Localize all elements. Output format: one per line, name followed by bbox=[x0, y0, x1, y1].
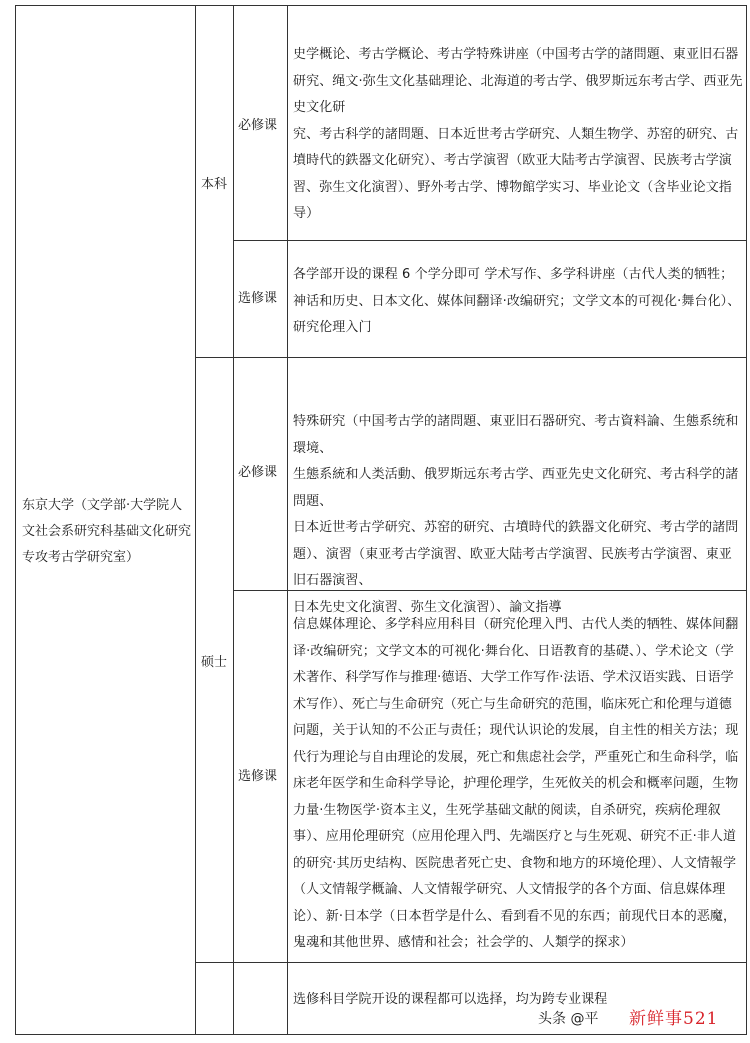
course-paragraph: 生態系統和人类活動、俄罗斯远东考古学、西亚先史文化研究、考古科学的諸問題、 bbox=[293, 467, 739, 509]
row-divider-2 bbox=[195, 357, 747, 358]
undergrad-required-courses bbox=[293, 42, 743, 228]
source-watermark: 头条 @平 bbox=[538, 1011, 599, 1027]
course-paragraph: 史学概论、考古学概论、考古学特殊讲座（中国考古学的諸問題、東亚旧石器研究、绳文·弥生文化基础理论、北海道的考古学、俄罗斯远东考古学、西亚先史文化研 bbox=[293, 47, 743, 115]
table-border-col1 bbox=[195, 5, 196, 1035]
master-elective-courses bbox=[293, 612, 743, 957]
level-undergrad: 本科 bbox=[201, 177, 228, 192]
level-master: 硕士 bbox=[201, 655, 228, 670]
row-divider-4 bbox=[195, 962, 747, 963]
type-master-elective: 选修课 bbox=[238, 769, 278, 784]
row-divider-1 bbox=[233, 240, 747, 241]
table-border-bottom bbox=[15, 1034, 747, 1035]
undergrad-elective-courses bbox=[293, 262, 743, 342]
course-paragraph: 究、考古科学的諸問題、日本近世考古学研究、人類生物学、苏窑的研究、古墳時代的鉄器文化研究）、考古学演習（欧亚大陆考古学演習、民族考古学演習、弥生文化演習）、野外考古学、博物館学实习、毕业论文（含毕业论文指导） bbox=[293, 126, 739, 221]
course-paragraph: 各学部开设的课程 6 个学分即可 学术写作、多学科讲座（古代人类的牺牲；神话和历史、日本文化、媒体间翻译·改编研究；文学文本的可视化·舞台化）、研究伦理入门 bbox=[293, 267, 741, 335]
course-paragraph: 选修科目学院开设的课程都可以选择，均为跨专业课程 bbox=[293, 992, 608, 1007]
school-name: 东京大学（文学部·大学院人文社会系研究科基础文化研究专攻考古学研究室） bbox=[22, 498, 192, 565]
table-border-col3 bbox=[287, 5, 288, 1035]
brand-watermark: 新鲜事521 bbox=[629, 1009, 719, 1029]
table-border-right bbox=[746, 5, 747, 1035]
course-paragraph: 信息媒体理论、多学科应用科目（研究伦理入門、古代人类的牺牲、媒体间翻译·改编研究；文学文本的可视化·舞台化、日语教育的基礎、）、学术论文（学术著作、科学写作与推理·德语、大学工作写作·法语、学术汉语实践、日语学术写作）、死亡与生命研究（死亡与生命研究的范围，临床死亡和伦理与道德问题，关于认知的不公正与责任；现代认识论的发展，自主性的相关方法；现代行为理论与自由理论的发展，死亡和焦虑社会学，严重死亡和生命科学，临床老年医学和生命科学导论，护理伦理学，生死攸关的机会和概率问题，生物力量·生物医学·资本主义，生死学基础文献的阅读，自杀研究，疾病伦理叙事）、应用伦理研究（应用伦理入門、先端医疗と与生死观、研究不正·非人道的研究·其历史结构、医院患者死亡史、食物和地方的环境伦理）、人文情報学（人文情報学概論、人文情報学研究、人文情报学的各个方面、信息媒体理论）、新·日本学（日本哲学是什么、看到看不见的东西；前现代日本的恶魔，鬼魂和其他世界、感情和社会；社会学的、人類学的探求） bbox=[293, 617, 739, 950]
master-required-courses bbox=[293, 409, 743, 621]
type-master-required: 必修课 bbox=[238, 465, 278, 480]
table-border-left bbox=[15, 5, 16, 1035]
course-paragraph: 日本先史文化演習、弥生文化演習）、論文指導 bbox=[293, 599, 562, 615]
course-paragraph: 日本近世考古学研究、苏窑的研究、古墳時代的鉄器文化研究、考古学的諸問題）、演習（東亚考古学演習、欧亚大陆考古学演習、民族考古学演習、東亚旧石器演習、 bbox=[293, 520, 739, 588]
table-border-top bbox=[15, 5, 747, 6]
course-paragraph: 特殊研究（中国考古学的諸問題、東亚旧石器研究、考古資料論、生態系统和環境、 bbox=[293, 414, 739, 456]
table-border-col2 bbox=[233, 5, 234, 1035]
type-undergrad-elective: 选修课 bbox=[238, 291, 278, 306]
type-undergrad-required: 必修课 bbox=[238, 118, 278, 133]
